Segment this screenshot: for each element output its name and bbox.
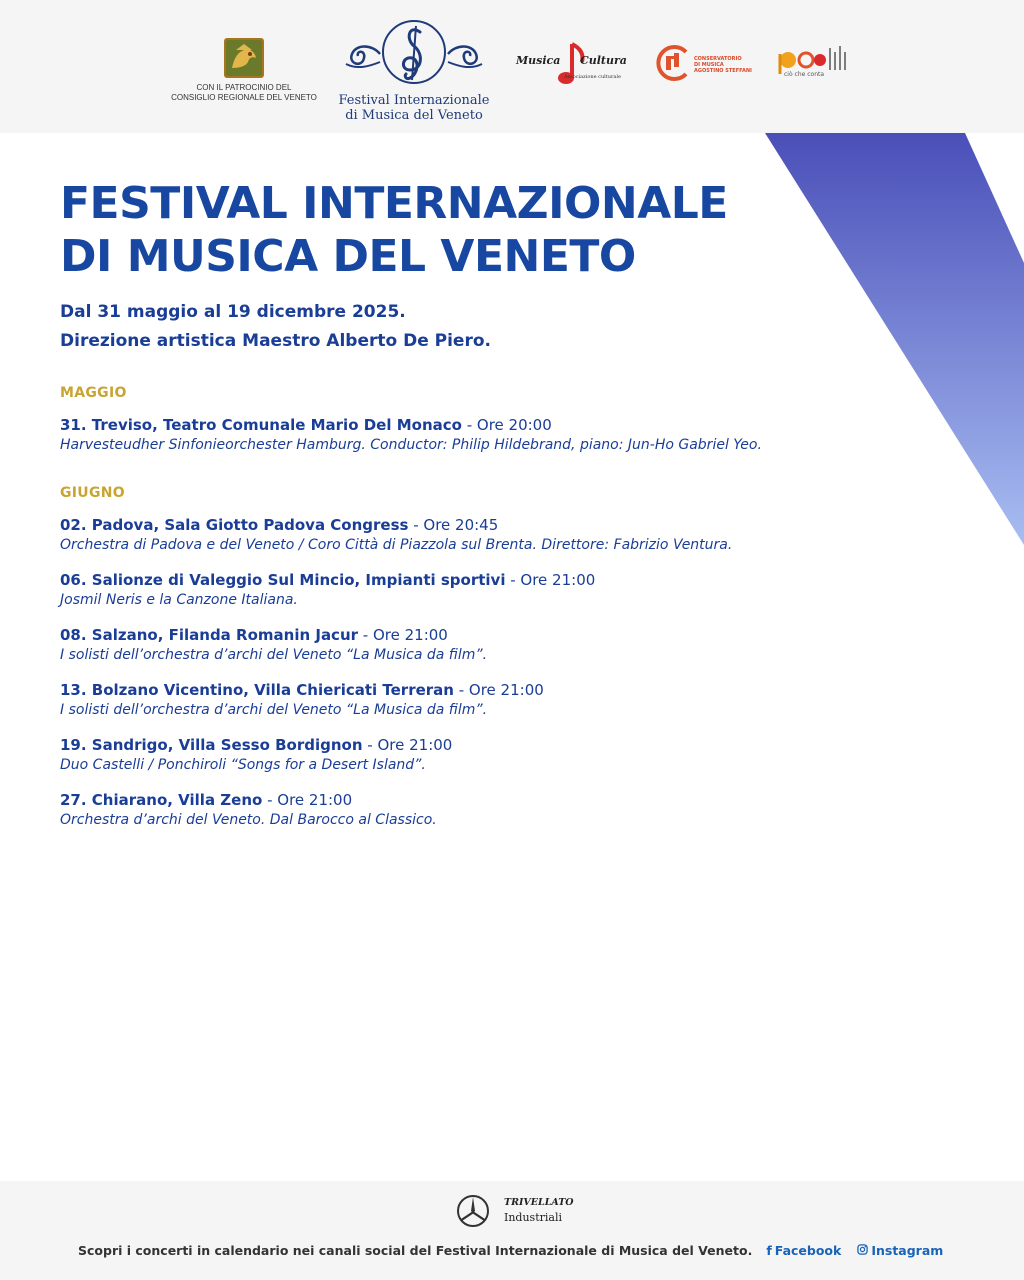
artistic-direction: Direzione artistica Maestro Alberto De Piero. bbox=[60, 331, 491, 351]
event-title bbox=[60, 735, 452, 755]
sponsor-name: TRIVELLATO bbox=[504, 1197, 574, 1208]
event-description: Orchestra d’archi del Veneto. Dal Barocco al Classico. bbox=[60, 812, 437, 828]
lion-crest-icon bbox=[222, 36, 266, 80]
conservatorio-text bbox=[694, 56, 764, 74]
profili-sub: ciò che conta bbox=[784, 71, 825, 78]
event-title bbox=[60, 790, 437, 810]
footer-social-line bbox=[78, 1243, 943, 1258]
footer-text: Scopri i concerti in calendario nei canali social del Festival Internazionale di Musica del Veneto. bbox=[78, 1243, 753, 1258]
event-place: 27. Chiarano, Villa Zeno bbox=[60, 791, 263, 809]
event-place: 31. Treviso, Teatro Comunale Mario Del Monaco bbox=[60, 416, 462, 434]
event-description: Harvesteudher Sinfonieorchester Hamburg. Conductor: Philip Hildebrand, piano: Jun-Ho Gabriel Yeo. bbox=[60, 437, 762, 453]
event-description: Orchestra di Padova e del Veneto / Coro Città di Piazzola sul Brenta. Direttore: Fabrizio Ventura. bbox=[60, 537, 733, 553]
event-title bbox=[60, 625, 487, 645]
conservatorio-logo bbox=[654, 44, 758, 84]
conservatorio-mark-icon bbox=[654, 44, 692, 82]
event-item bbox=[60, 570, 595, 610]
title-line-1: FESTIVAL INTERNAZIONALE bbox=[60, 178, 728, 229]
event-item bbox=[60, 625, 487, 665]
event-item bbox=[60, 680, 544, 720]
sponsor-subtitle: Industriali bbox=[504, 1211, 562, 1224]
event-item bbox=[60, 790, 437, 830]
conservatorio-line-3: AGOSTINO STEFFANI bbox=[694, 68, 752, 74]
month-heading-maggio: MAGGIO bbox=[60, 385, 127, 401]
header-bar bbox=[0, 0, 1024, 133]
event-place: 02. Padova, Sala Giotto Padova Congress bbox=[60, 516, 409, 534]
event-title bbox=[60, 515, 732, 535]
instagram-label: Instagram bbox=[871, 1243, 944, 1258]
cultura-word: Cultura bbox=[580, 54, 627, 67]
event-place: 06. Salionze di Valeggio Sul Mincio, Impianti sportivi bbox=[60, 571, 506, 589]
event-title bbox=[60, 680, 544, 700]
region-line-2: CONSIGLIO REGIONALE DEL VENETO bbox=[171, 92, 317, 102]
event-time: - Ore 21:00 bbox=[453, 681, 544, 699]
event-description: Duo Castelli / Ponchiroli “Songs for a Desert Island”. bbox=[60, 757, 426, 773]
festival-subtitle bbox=[60, 298, 491, 356]
event-item bbox=[60, 515, 732, 555]
event-item bbox=[60, 415, 762, 455]
profili-logo bbox=[776, 44, 852, 88]
event-place: 13. Bolzano Vicentino, Villa Chiericati Terreran bbox=[60, 681, 454, 699]
event-time: - Ore 21:00 bbox=[358, 626, 448, 644]
facebook-icon: f bbox=[766, 1243, 772, 1258]
mercedes-star-icon bbox=[456, 1194, 490, 1228]
region-line-1: CON IL PATROCINIO DEL bbox=[196, 83, 292, 92]
event-time: - Ore 21:00 bbox=[262, 791, 353, 809]
page-title bbox=[60, 177, 728, 283]
event-description: Josmil Neris e la Canzone Italiana. bbox=[60, 592, 298, 608]
instagram-link[interactable] bbox=[857, 1243, 943, 1258]
month-heading-giugno: GIUGNO bbox=[60, 485, 125, 501]
title-line-2: DI MUSICA DEL VENETO bbox=[60, 231, 636, 282]
event-description: I solisti dell’orchestra d’archi del Veneto “La Musica da film”. bbox=[60, 647, 488, 663]
event-title bbox=[60, 570, 595, 590]
facebook-label: Facebook bbox=[774, 1243, 842, 1258]
instagram-icon bbox=[857, 1244, 868, 1255]
musica-word: Musica bbox=[516, 54, 561, 67]
event-title bbox=[60, 415, 762, 435]
treble-clef-icon bbox=[336, 14, 492, 90]
musica-cultura-logo bbox=[514, 40, 626, 92]
event-item bbox=[60, 735, 452, 775]
conservatorio-line-2: DI MUSICA bbox=[694, 62, 724, 68]
festival-logo-line-1: Festival Internazionale bbox=[338, 93, 490, 108]
event-place: 08. Salzano, Filanda Romanin Jacur bbox=[60, 626, 359, 644]
facebook-link[interactable] bbox=[766, 1243, 841, 1258]
musica-cultura-sub: Associazione culturale bbox=[564, 74, 621, 80]
event-time: - Ore 21:00 bbox=[362, 736, 453, 754]
festival-logo bbox=[336, 14, 492, 124]
festival-logo-line-2: di Musica del Veneto bbox=[345, 107, 483, 123]
regional-council-logo bbox=[170, 36, 318, 106]
event-description: I solisti dell’orchestra d’archi del Veneto “La Musica da film”. bbox=[60, 702, 488, 718]
event-time: - Ore 20:45 bbox=[408, 516, 499, 534]
profili-mark-icon bbox=[776, 44, 852, 74]
conservatorio-line-1: CONSERVATORIO bbox=[694, 56, 742, 62]
event-place: 19. Sandrigo, Villa Sesso Bordignon bbox=[60, 736, 363, 754]
event-time: - Ore 20:00 bbox=[461, 416, 552, 434]
event-time: - Ore 21:00 bbox=[505, 571, 596, 589]
sponsor-logo bbox=[456, 1194, 576, 1234]
festival-dates: Dal 31 maggio al 19 dicembre 2025. bbox=[60, 302, 406, 322]
